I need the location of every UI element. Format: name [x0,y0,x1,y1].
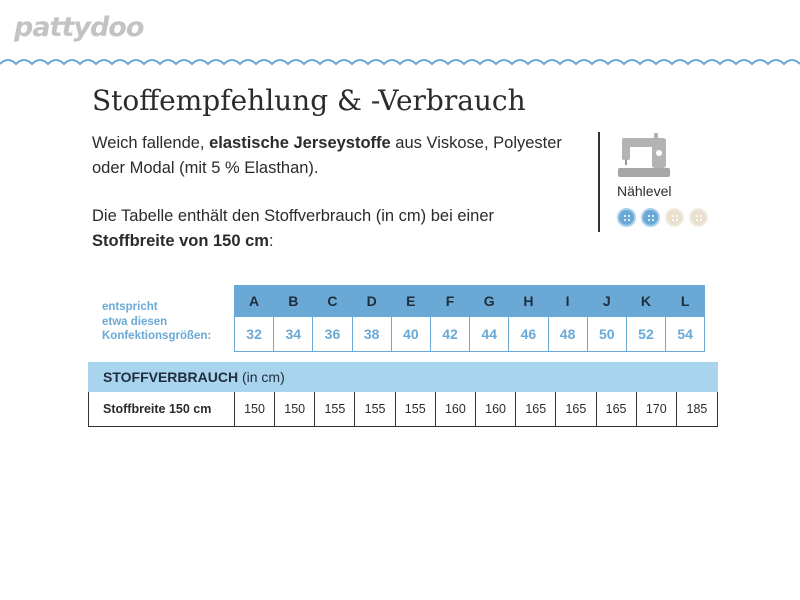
consumption-cell: 150 [275,392,315,426]
size-table [234,285,705,352]
table-explanation: Die Tabelle enthält den Stoffverbrauch (in cm) bei einer Stoffbreite von 150 cm: [92,207,495,250]
size-number-cell: 50 [587,317,626,352]
size-letter-cell: D [352,286,391,317]
size-letter-cell: B [274,286,313,317]
size-number-cell: 46 [509,317,548,352]
size-letter-cell: H [509,286,548,317]
sewing-level-indicator [617,208,708,227]
size-number-row [235,317,705,352]
consumption-cell: 150 [235,392,275,426]
size-letter-cell: F [430,286,469,317]
size-letter-row [235,286,705,317]
size-mapping-label [102,300,211,344]
size-number-cell: 38 [352,317,391,352]
sewing-button-icon [617,208,636,227]
consumption-unit: (in cm) [238,369,285,385]
size-letter-cell: I [548,286,587,317]
size-label-line-1: entspricht [102,301,158,313]
consumption-cell: 165 [597,392,637,426]
sewing-button-icon [689,208,708,227]
size-letter-cell: K [626,286,665,317]
pattydoo-logo: pattydoo [14,12,144,43]
consumption-cell: 160 [436,392,476,426]
sewing-button-icon [641,208,660,227]
fabric-recommendation: Weich fallende, elastische Jerseystoffe aus Viskose, Polyester oder Modal (mit 5 % Elasthan). [92,134,562,177]
intro-text [92,131,572,277]
size-label-line-3: Konfektionsgrößen: [102,330,212,342]
size-letter-cell: C [313,286,352,317]
consumption-cell: 155 [315,392,355,426]
consumption-cell: 165 [556,392,596,426]
consumption-cell: 160 [476,392,516,426]
size-letter-cell: G [470,286,509,317]
size-number-cell: 34 [274,317,313,352]
page-title: Stoffempfehlung & -Verbrauch [92,84,526,117]
fabric-width-label: Stoffbreite 150 cm [89,392,235,426]
size-number-cell: 44 [470,317,509,352]
size-letter-cell: A [235,286,274,317]
size-label-line-2: etwa diesen [102,315,168,328]
sewing-button-icon [665,208,684,227]
consumption-heading: STOFFVERBRAUCH [103,369,239,385]
consumption-cell: 155 [396,392,436,426]
size-number-cell: 52 [626,317,665,352]
consumption-cell: 170 [637,392,677,426]
wave-divider [0,56,800,72]
sewing-machine-icon [618,132,670,178]
size-letter-cell: E [391,286,430,317]
size-letter-cell: L [666,286,705,317]
sewing-level-label: Nählevel [617,183,672,199]
consumption-cell: 165 [516,392,556,426]
size-number-cell: 40 [391,317,430,352]
size-number-cell: 42 [430,317,469,352]
size-number-cell: 54 [666,317,705,352]
fabric-consumption-row [88,392,718,427]
size-letter-cell: J [587,286,626,317]
consumption-cell: 155 [355,392,395,426]
size-number-cell: 32 [235,317,274,352]
size-number-cell: 48 [548,317,587,352]
size-number-cell: 36 [313,317,352,352]
sewing-level-panel [598,132,730,232]
consumption-cell: 185 [686,402,708,416]
fabric-consumption-header [88,362,718,392]
